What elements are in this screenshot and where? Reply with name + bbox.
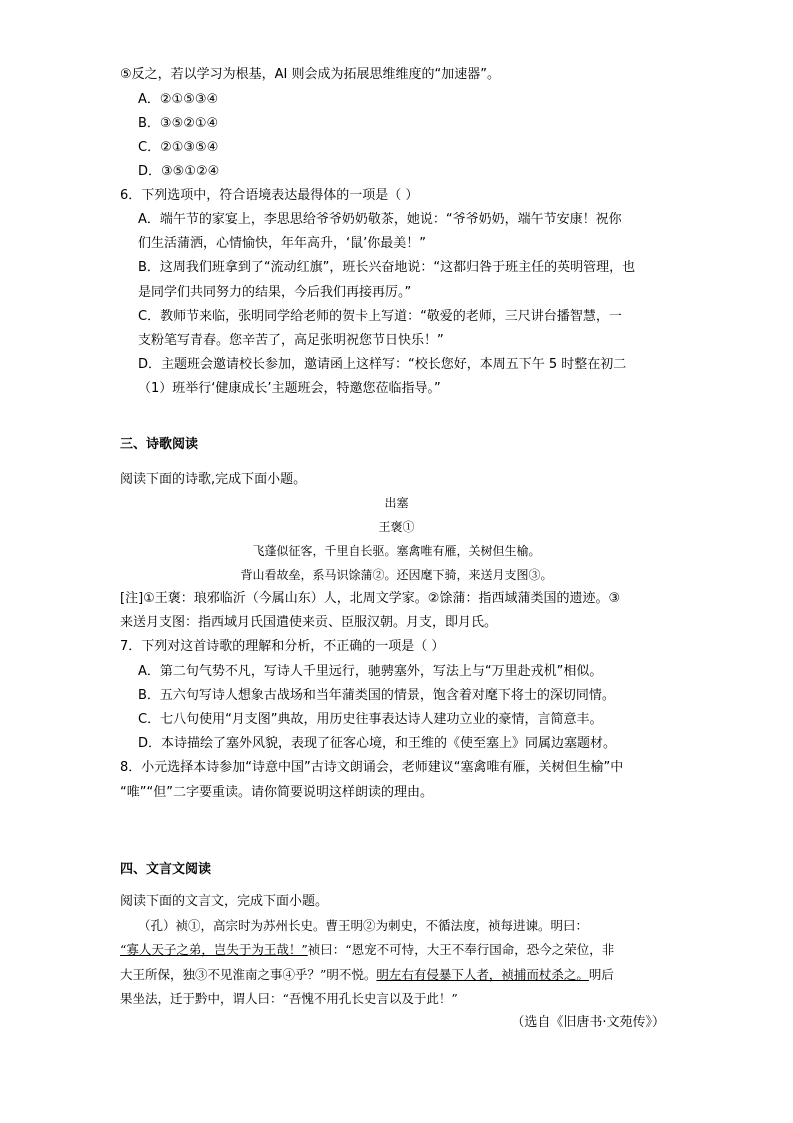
classical-source: （选自《旧唐书·文苑传》） <box>511 1015 665 1030</box>
q5-option-d: D．③⑤①②④ <box>138 164 220 179</box>
poem-author: 王褒① <box>378 520 415 534</box>
q6-stem: 6．下列选项中，符合语境表达最得体的一项是（ ） <box>120 188 419 203</box>
q7-option-c: C．七八句使用“月支图”典故，用历史往事表达诗人建功立业的豪情，言简意丰。 <box>138 712 603 727</box>
q6-option-b-line2: 是同学们共同努力的结果，今后我们再接再厉。” <box>138 285 412 300</box>
poem-note-line1: [注]①王褒：琅邪临沂（今属山东）人，北周文学家。②馀蒲：指西域蒲类国的遗迹。③ <box>120 591 621 606</box>
section3-intro: 阅读下面的诗歌,完成下面小题。 <box>120 472 307 487</box>
classical-text-line1: （孔）祯①，高宗时为苏州长史。曹王明②为刺史，不循法度，祯每进谏。明曰： <box>138 918 589 933</box>
q6-option-c-line2: 支粉笔写青春。您辛苦了，高足张明祝您节日快乐！” <box>138 333 444 348</box>
passage-item-5: ⑤反之，若以学习为根基，AI 则会成为拓展思维维度的“加速器”。 <box>120 67 500 82</box>
q6-option-b-line1: B．这周我们班拿到了“流动红旗”，班长兴奋地说：“这都归咎于班主任的英明管理，也 <box>138 260 636 275</box>
poem-line-2: 背山看故垒，系马识馀蒲②。还因麾下骑，来送月支图③。 <box>240 568 553 582</box>
q6-option-d-line1: D．主题班会邀请校长参加，邀请函上这样写：“校长您好，本周五下午 5 时整在初二 <box>138 357 627 372</box>
q5-option-a: A．②①⑤③④ <box>138 92 219 107</box>
q8-line1: 8．小元选择本诗参加“诗意中国”古诗文朗诵会，老师建议“塞禽唯有雁，关树但生榆”中 <box>120 760 624 775</box>
poem-note-line2: 来送月支图：指西域月氏国遣使来贡、臣服汉朝。月支，即月氏。 <box>120 615 498 630</box>
q7-stem: 7．下列对这首诗歌的理解和分析，不正确的一项是（ ） <box>120 639 445 654</box>
section3-heading: 三、诗歌阅读 <box>120 437 199 452</box>
q7-option-a: A．第二句气势不凡，写诗人千里远行，驰骋塞外，写法上与“万里赴戎机”相似。 <box>138 664 603 679</box>
section4-intro: 阅读下面的文言文，完成下面小题。 <box>120 894 329 909</box>
q5-option-b: B．③⑤②①④ <box>138 116 219 131</box>
underlined-sentence-1: “寡人天子之弟，岂失于为王哉！” <box>120 942 308 957</box>
q6-option-c-line1: C．教师节来临，张明同学给老师的贺卡上写道：“敬爱的老师，三尺讲台播智慧，一 <box>138 309 622 324</box>
q6-option-a-line2: 们生活蒲洒，心情愉快，年年高升，‘鼠’你最美！” <box>138 236 426 251</box>
poem-title: 出塞 <box>384 496 409 510</box>
q7-option-b: B．五六句写诗人想象古战场和当年蒲类国的情景，饱含着对麾下将士的深切同情。 <box>138 688 615 703</box>
classical-text-line3-end: 明后 <box>588 967 614 982</box>
classical-text-line3-start: 大王所保，独③不见淮南之事④乎？”明不悦。 <box>120 967 377 982</box>
q6-option-a-line1: A．端午节的家宴上，李思思给爷爷奶奶敬茶，她说：“爷爷奶奶，端午节安康！祝你 <box>138 212 622 227</box>
underlined-sentence-2: 明左右有侵暴下人者，祯捕而杖杀之。 <box>376 967 589 982</box>
q7-option-d: D．本诗描绘了塞外风貌，表现了征客心境，和王维的《使至塞上》同属边塞题材。 <box>138 736 617 751</box>
q5-option-c: C．②①③⑤④ <box>138 140 219 155</box>
classical-text-line2 <box>120 941 614 959</box>
poem-line-1: 飞蓬似征客，千里自长驱。塞禽唯有雁，关树但生榆。 <box>252 544 541 558</box>
q6-option-d-line2: （1）班举行‘健康成长’主题班会，特邀您莅临指导。” <box>138 381 441 396</box>
classical-text-line3 <box>120 966 614 984</box>
q8-line2: “唯”“但”二字要重读。请你简要说明这样朗读的理由。 <box>120 785 433 800</box>
classical-text-line4: 果坐法，迁于黔中，谓人曰：“吾愧不用孔长史言以及于此！” <box>120 991 458 1006</box>
section4-heading: 四、文言文阅读 <box>120 862 212 877</box>
classical-text-line2-rest: 祯曰：“恩宠不可恃，大王不奉行国命，恐今之荣位，非 <box>307 942 615 957</box>
